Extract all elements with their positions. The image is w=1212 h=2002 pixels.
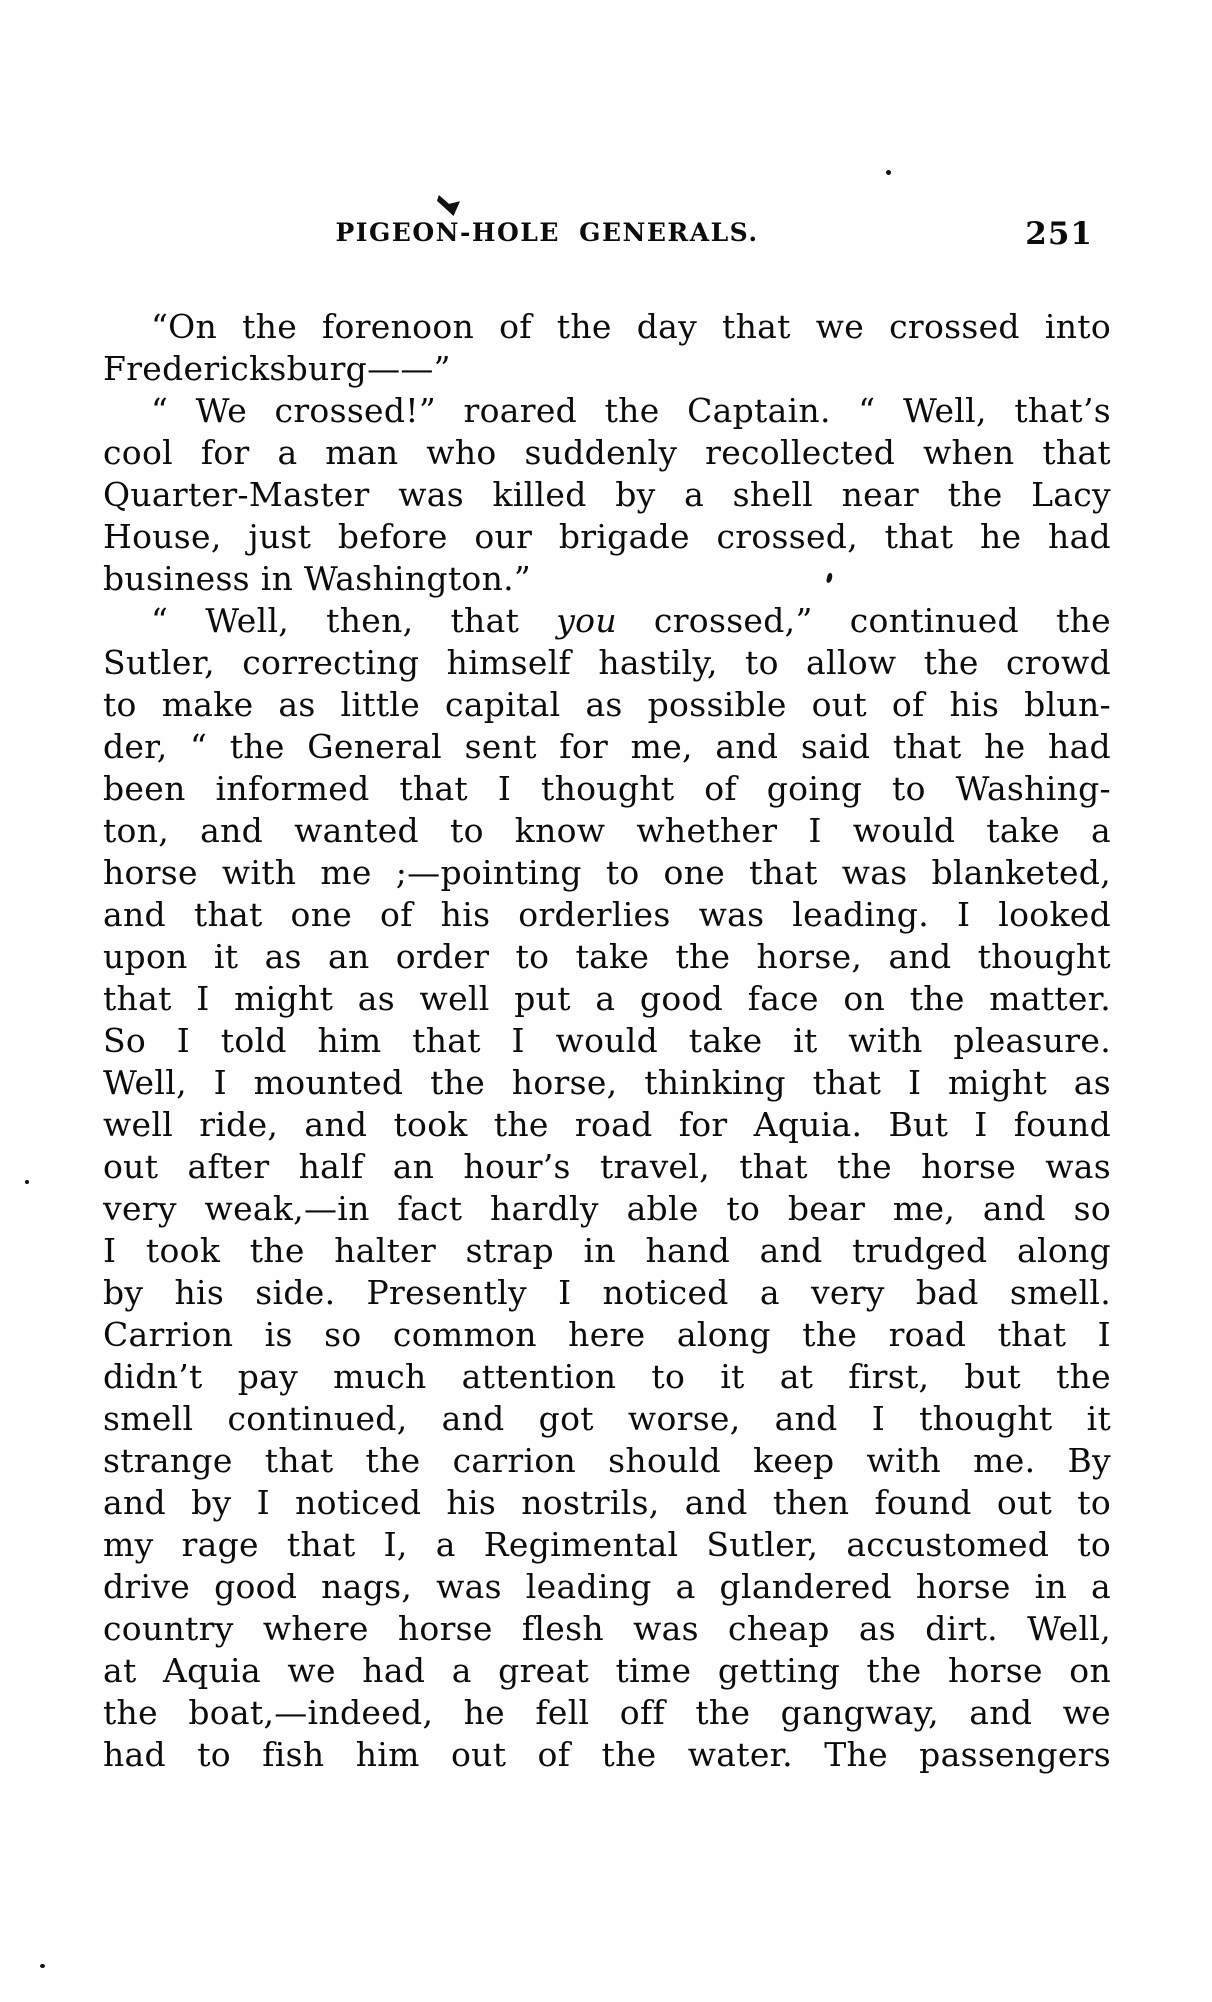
- text-line: my rage that I, a Regimental Sutler, accustomed to: [103, 1525, 1111, 1564]
- ink-speck: [25, 1180, 29, 1184]
- text-line: Carrion is so common here along the road that I: [103, 1315, 1111, 1354]
- text-line: Sutler, correcting himself hastily, to allow the crowd: [103, 643, 1111, 682]
- text-line: “On the forenoon of the day that we crossed into: [151, 307, 1111, 346]
- text-line: the boat,—indeed, he fell off the gangway, and we: [103, 1693, 1111, 1732]
- text-line: country where horse flesh was cheap as dirt. Well,: [103, 1609, 1111, 1648]
- text-line: by his side. Presently I noticed a very bad smell.: [103, 1273, 1111, 1312]
- text-line: and by I noticed his nostrils, and then found out to: [103, 1483, 1111, 1522]
- page-number: 251: [1025, 216, 1093, 252]
- ink-speck: [886, 170, 891, 175]
- text-line: “ We crossed!” roared the Captain. “ Well, that’s: [151, 391, 1111, 430]
- text-line: horse with me ;—pointing to one that was blanketed,: [103, 853, 1111, 892]
- text-line: Quarter-Master was killed by a shell near the Lacy: [103, 475, 1111, 514]
- text-line: Fredericksburg——”: [103, 349, 451, 388]
- page-title: PIGEON-HOLE GENERALS.: [335, 218, 759, 247]
- text-line: been informed that I thought of going to Washing-: [103, 769, 1111, 808]
- text-line: out after half an hour’s travel, that the horse was: [103, 1147, 1111, 1186]
- text-line: at Aquia we had a great time getting the horse on: [103, 1651, 1111, 1690]
- text-line: had to fish him out of the water. The passengers: [103, 1735, 1111, 1774]
- text-line: der, “ the General sent for me, and said that he had: [103, 727, 1111, 766]
- text-line: and that one of his orderlies was leading. I looked: [103, 895, 1111, 934]
- text-line: “ Well, then, that you crossed,” continued the: [151, 601, 1111, 640]
- ink-speck: [40, 1964, 45, 1968]
- text-line: well ride, and took the road for Aquia. But I found: [103, 1105, 1111, 1144]
- text-line: So I told him that I would take it with pleasure.: [103, 1021, 1111, 1060]
- text-line: very weak,—in fact hardly able to bear me, and so: [103, 1189, 1111, 1228]
- text-line: business in Washington.”: [103, 559, 532, 598]
- text-line: Well, I mounted the horse, thinking that I might as: [103, 1063, 1111, 1102]
- text-line: drive good nags, was leading a glandered horse in a: [103, 1567, 1111, 1606]
- ink-speck: [437, 195, 460, 216]
- text-line: to make as little capital as possible out of his blun-: [103, 685, 1111, 724]
- text-line: cool for a man who suddenly recollected when that: [103, 433, 1111, 472]
- text-line: upon it as an order to take the horse, and thought: [103, 937, 1111, 976]
- running-head: [103, 216, 1111, 256]
- text-line: smell continued, and got worse, and I thought it: [103, 1399, 1111, 1438]
- text-line: strange that the carrion should keep with me. By: [103, 1441, 1111, 1480]
- body-text: [103, 306, 1111, 1776]
- text-line: ton, and wanted to know whether I would take a: [103, 811, 1111, 850]
- text-line: didn’t pay much attention to it at first, but the: [103, 1357, 1111, 1396]
- text-line: that I might as well put a good face on the matter.: [103, 979, 1111, 1018]
- text-line: House, just before our brigade crossed, that he had: [103, 517, 1111, 556]
- text-line: I took the halter strap in hand and trudged along: [103, 1231, 1111, 1270]
